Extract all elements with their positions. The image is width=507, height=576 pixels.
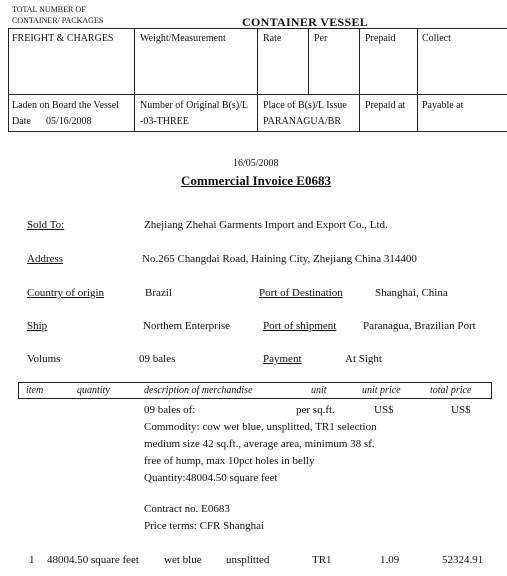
header-unit-price: unit price: [362, 385, 401, 396]
price-terms-line: Price terms: CFR Shanghai: [144, 520, 265, 532]
col-freight: FREIGHT & CHARGES: [12, 33, 114, 44]
row-unit: TR1: [312, 554, 332, 566]
container-packages-label: CONTAINER/ PACKAGES: [12, 16, 104, 25]
date-label: Date: [12, 116, 31, 127]
total-price-note: US$: [451, 404, 471, 416]
form-rule: [8, 131, 507, 132]
header-description: description of merchandise: [144, 385, 253, 396]
form-rule: [417, 28, 418, 131]
form-rule: [359, 28, 360, 131]
unit-price-note: US$: [374, 404, 394, 416]
contract-line: Contract no. E0683: [144, 503, 230, 515]
address-value: No.265 Changdai Road, Haining City, Zhejiang China 314400: [142, 253, 417, 265]
originals-value: -03-THREE: [140, 116, 189, 127]
date-value: 05/16/2008: [46, 116, 92, 127]
ship-value: Northem Enterprise: [143, 320, 231, 332]
row-total: 52324.91: [442, 554, 484, 566]
desc-line: Quantity:48004.50 square feet: [144, 472, 278, 484]
shipping-form: [0, 0, 507, 135]
desc-line: medium size 42 sq.ft., average area, minimum 38 sf.: [144, 438, 375, 450]
header-quantity: quantity: [77, 385, 110, 396]
invoice-title: [181, 173, 331, 189]
row-condition: unsplitted: [226, 554, 270, 566]
form-rule: [308, 28, 309, 94]
row-quantity: 48004.50 square feet: [47, 554, 139, 566]
shipment-port-label: Port of shipment: [263, 320, 337, 332]
origin-label: Country of origin: [27, 287, 104, 299]
payable-at-label: Payable at: [422, 100, 464, 111]
form-rule: [257, 28, 258, 131]
form-rule: [134, 28, 135, 131]
col-per: Per: [314, 33, 328, 44]
row-material: wet blue: [164, 554, 202, 566]
vessel-label: CONTAINER VESSEL: [242, 15, 369, 29]
total-number-label: TOTAL NUMBER OF: [12, 5, 86, 14]
col-weight: Weight/Measurement: [140, 33, 226, 44]
desc-line: Commodity: cow wet blue, unsplitted, TR1 selection: [144, 421, 377, 433]
issue-place-label: Place of B(s)/L Issue: [263, 100, 347, 111]
unit-note: per sq.ft.: [296, 404, 335, 416]
invoice-title-text: Commercial Invoice E0683: [181, 173, 331, 188]
ship-label: Ship: [27, 320, 48, 332]
desc-line: 09 bales of:: [144, 404, 196, 416]
col-prepaid: Prepaid: [365, 33, 396, 44]
sold-to-value: Zhejiang Zhehai Garments Import and Export Co., Ltd.: [144, 219, 388, 231]
header-total-price: total price: [430, 385, 472, 396]
header-item: item: [26, 385, 44, 396]
desc-line: free of hump, max 10pct holes in belly: [144, 455, 315, 467]
volums-label: Volums: [27, 353, 61, 365]
invoice-date: 16/05/2008: [233, 158, 279, 169]
volums-value: 09 bales: [139, 353, 176, 365]
sold-to-label: Sold To:: [27, 219, 65, 231]
laden-label: Laden on Board the Vessel: [12, 100, 120, 111]
col-collect: Collect: [422, 33, 451, 44]
origin-value: Brazil: [145, 287, 172, 299]
header-unit: unit: [311, 385, 327, 396]
payment-label: Payment: [263, 353, 302, 365]
address-label: Address: [27, 253, 64, 265]
row-item: 1: [29, 554, 35, 566]
row-unit-price: 1.09: [380, 554, 400, 566]
prepaid-at-label: Prepaid at: [365, 100, 406, 111]
payment-value: At Sight: [345, 353, 382, 365]
shipment-port-value: Paranagua, Brazilian Port: [363, 320, 476, 332]
originals-label: Number of Original B(s)/L: [140, 100, 249, 111]
destination-label: Port of Destination: [259, 287, 343, 299]
form-rule: [8, 28, 9, 131]
col-rate: Rate: [263, 33, 282, 44]
destination-value: Shanghai, China: [375, 287, 448, 299]
issue-place-value: PARANAGUA/BR: [263, 116, 341, 127]
